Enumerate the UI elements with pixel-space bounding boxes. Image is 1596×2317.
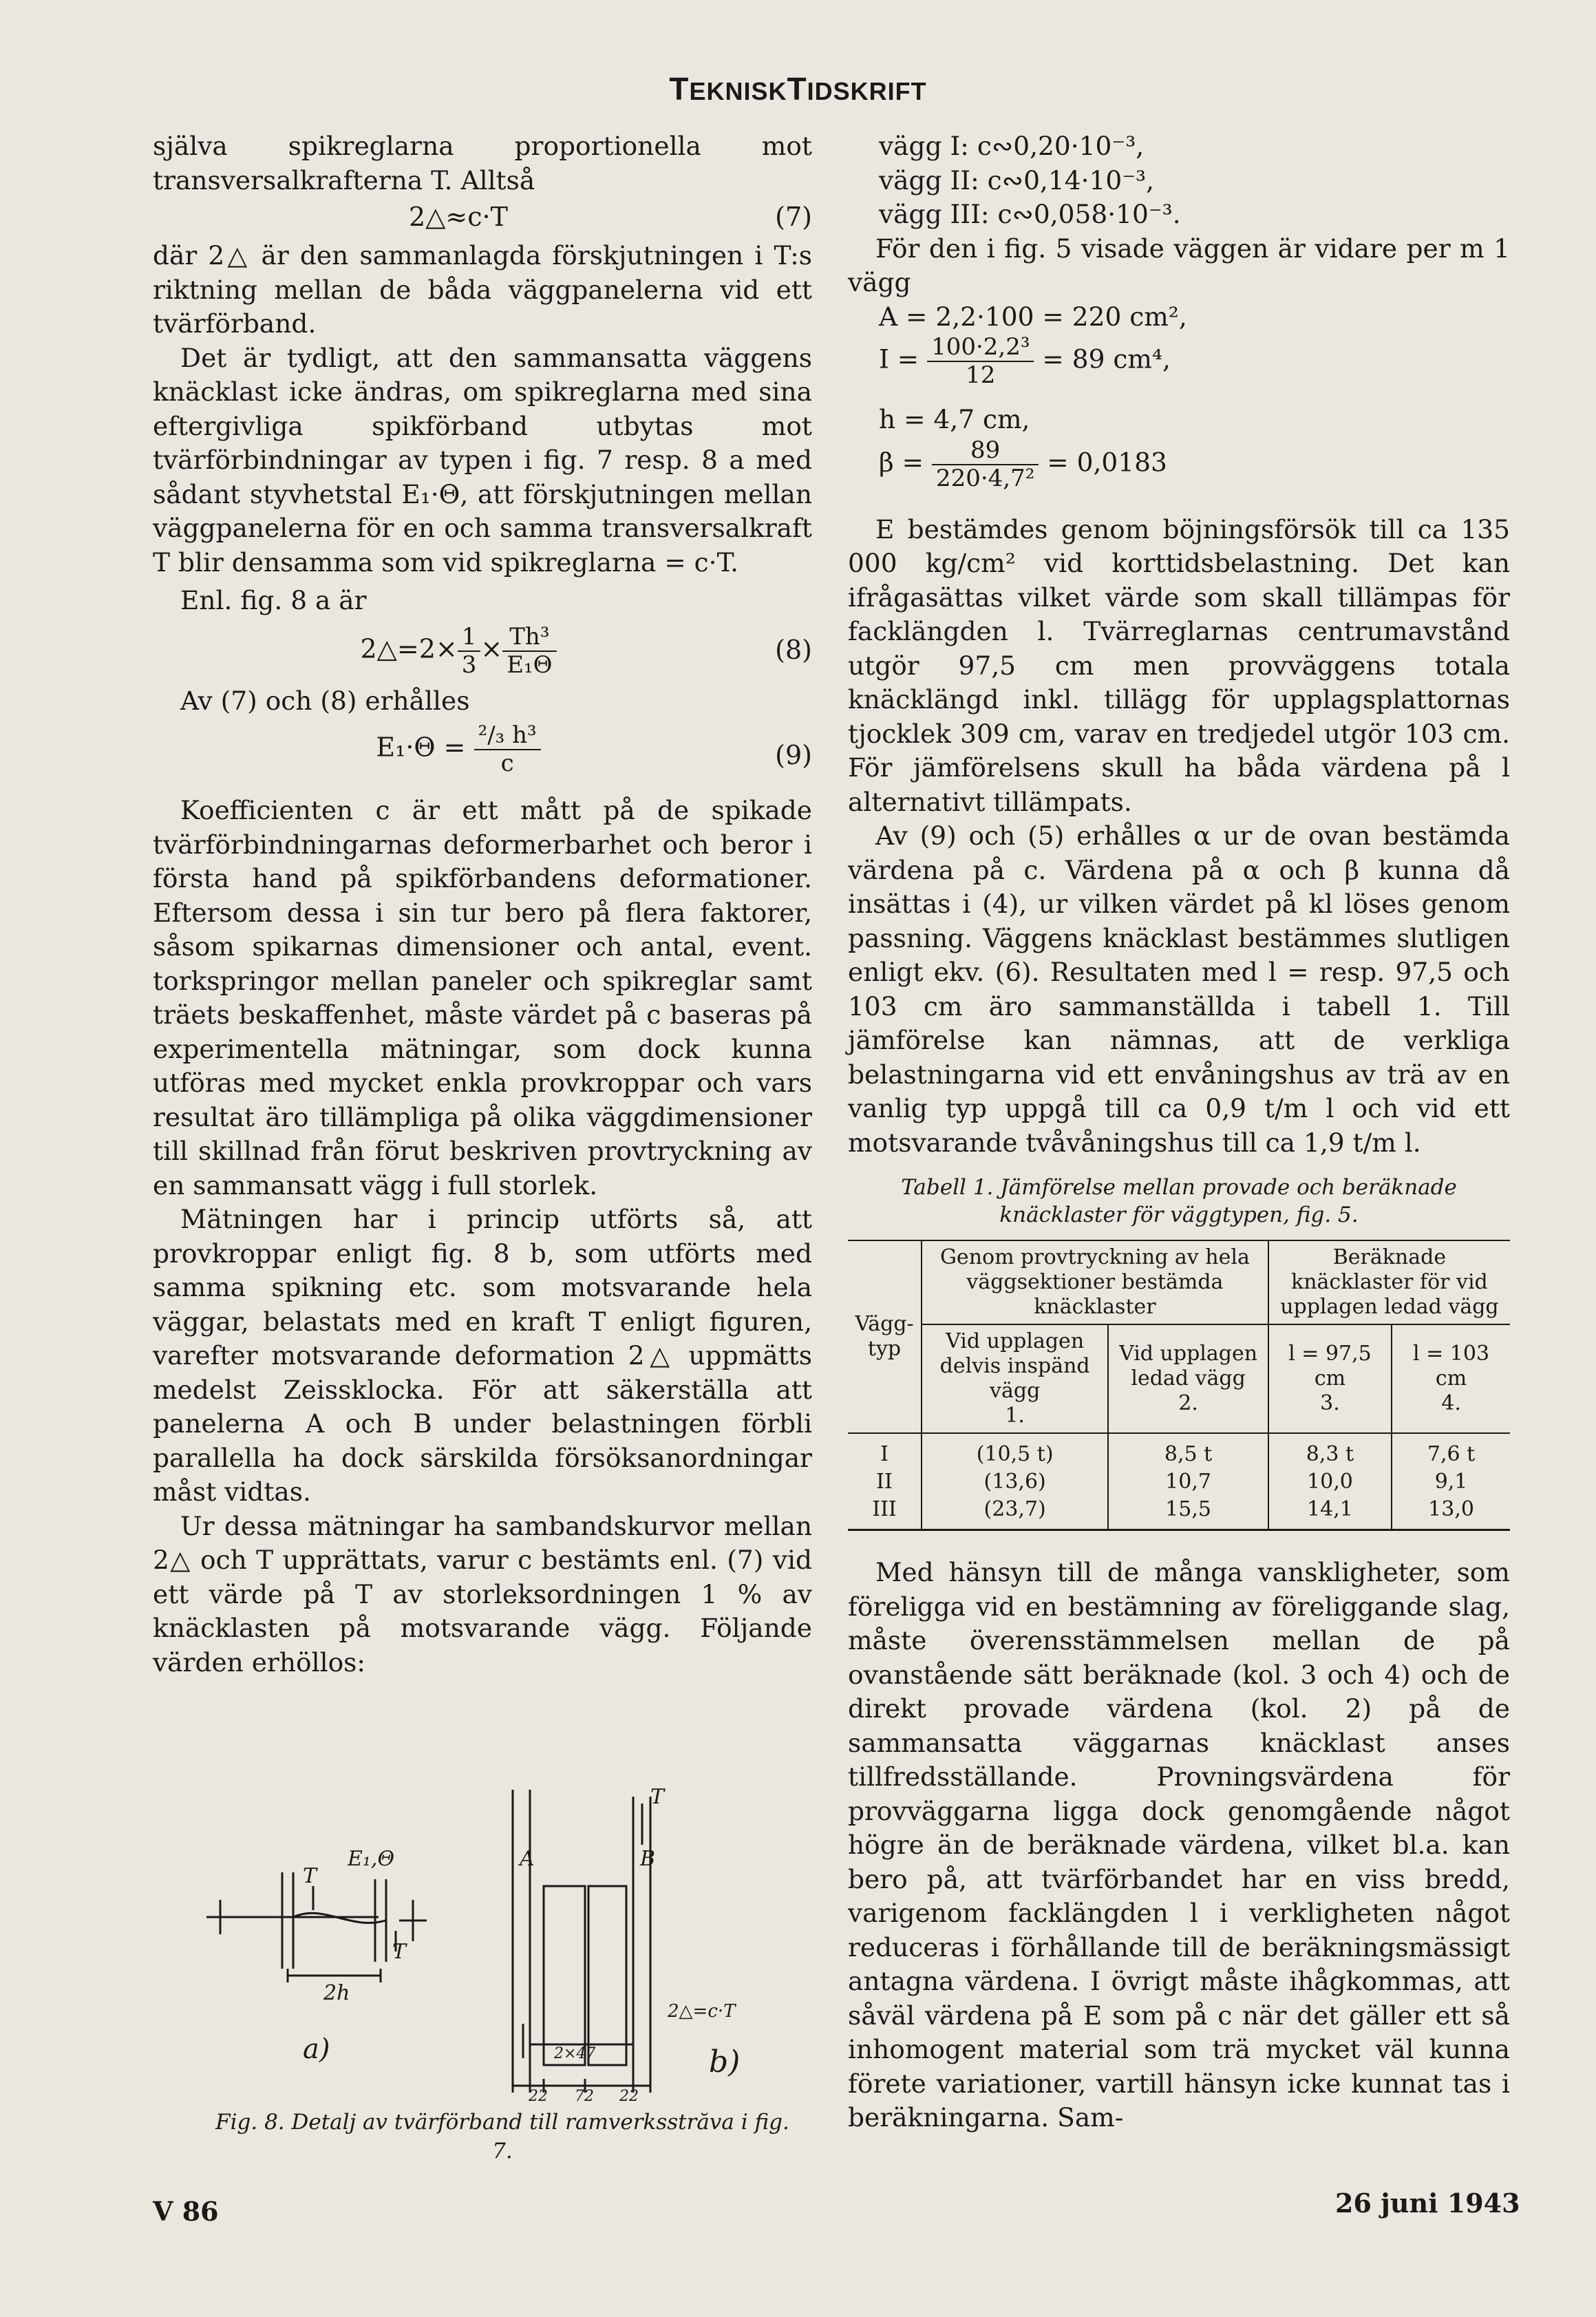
figure-caption: Fig. 8. Detalj av tvärförband till ramverksstrăva i fig. 7. bbox=[215, 2110, 789, 2163]
left-column bbox=[153, 129, 812, 1680]
header-col3: l = 97,5 cm 3. bbox=[1268, 1324, 1392, 1433]
equation-8: 2△=2× $\frac{1}{3}$ × $\frac{\text{Th³}}{\text{E₁Θ}}$ (8) bbox=[360, 622, 812, 679]
label-22b: 22 bbox=[619, 2088, 639, 2105]
formula-h: h = 4,7 cm, bbox=[879, 404, 1030, 434]
figure-8 bbox=[200, 1783, 819, 2106]
paragraph: E bestämdes genom böjningsförsök till ca 135 000 kg/cm² vid korttidsbelastning. Det kan ifrågasättas vilket värde som skall tillämpas för facklängden l. Tvärreglarnas centrumavstånd utgör 97,5 cm men provväggens totala knäcklängd inkl. tillägg för upplagsplattornas tjocklek 309 cm, varav en tredjedel utgör 103 cm. För jämförelsens skull ha båda värdena på l alternativt tillämpats. bbox=[848, 514, 1510, 817]
label-T-top: T bbox=[650, 1785, 665, 1809]
label-T1: T bbox=[303, 1864, 317, 1888]
equation-9: E₁·Θ = $\frac{\text{²/₃ h³}}{c}$ (9) bbox=[376, 721, 812, 778]
table-1 bbox=[848, 1240, 1510, 1531]
header-vaggtyp: Vägg-typ bbox=[848, 1240, 922, 1433]
paragraph: För den i fig. 5 visade väggen är vidare per m 1 vägg bbox=[848, 233, 1510, 297]
paragraph: där 2△ är den sammanlagda förskjutningen i T:s riktning mellan de båda väggpanelerna vid ett tvärförband. bbox=[153, 240, 812, 339]
paragraph: Mätningen har i princip utförts så, att provkroppar enligt fig. 8 b, som utförts med samma spikning etc. som motsvarande hela väggar, belastats med en kraft T enligt figuren, varefter motsvarande deformation 2△ uppmätts medelst Zeissklocka. För att säkerställa att panelerna A och B under belastningen förbli parallella ha dock särskilda försöksanordningar måst vidtas. bbox=[153, 1204, 812, 1507]
label-A: A bbox=[520, 1847, 535, 1871]
paragraph: Enl. fig. 8 a är bbox=[180, 585, 367, 615]
label-22a: 22 bbox=[529, 2088, 548, 2105]
header-col2: Vid upplagen ledad vägg 2. bbox=[1108, 1324, 1268, 1433]
table-row: II (13,6) 10,7 10,0 9,1 bbox=[848, 1468, 1510, 1496]
header-genom: Genom provtryckning av hela väggsektioner bestämda knäcklaster bbox=[922, 1240, 1268, 1324]
paragraph: själva spikreglarna proportionella mot transversalkrafterna T. Alltså bbox=[153, 131, 812, 195]
label-2h: 2h bbox=[323, 1981, 350, 2005]
right-column bbox=[848, 129, 1510, 2135]
label-a: a) bbox=[303, 2033, 330, 2065]
label-b: b) bbox=[709, 2044, 741, 2080]
paragraph: Av (9) och (5) erhålles α ur de ovan bestämda värdena på c. Värdena på α och β kunna då insättas i (4), ur vilken värdet på kl löses genom passning. Väggens knäcklast bestämmes slutligen enligt ekv. (6). Resultaten med l = resp. 97,5 och 103 cm äro sammanställda i tabell 1. Till jämförelse kan nämnas, att de verkliga belastningarna vid ett envåningshus av trä av en vanlig typ uppgå till ca 0,9 t/m l och vid ett motsvarande tvåvåningshus till ca 1,9 t/m l. bbox=[848, 821, 1510, 1158]
paragraph: Ur dessa mätningar ha sambandskurvor mellan 2△ och T upprättats, varur c bestämts enl. (7) vid ett värde på T av storleksordningen 1 % av knäcklasten på motsvarande vägg. Följande värden erhöllos: bbox=[153, 1510, 812, 1678]
formula-I: I = $\frac{\text{100·2,2³}}{12}$ = 89 cm⁴, bbox=[879, 333, 1171, 390]
issue-date: 26 juni 1943 bbox=[1335, 2188, 1520, 2219]
label-E1-theta: E₁,Θ bbox=[348, 1847, 395, 1871]
paragraph: Med hänsyn till de många vanskligheter, som föreligga vid en bestämning av föreliggande slag, måste överensstämmelsen mellan de på ovanstående sätt beräknade (kol. 3 och 4) och de direkt provade värdena (kol. 2) på de sammansatta väggarnas knäcklast anses tillfredsställande. Provningsvärdena för provväggarna ligga dock genomgående något högre än de beräknade värdena, vilket bl.a. kan bero på, att tvärförbandet har en viss bredd, varigenom facklängden l i verkligheten något reduceras i förhållande till de beräkningsmässigt antagna värdena. I övrigt måste ihågkommas, att såväl värdena på E som på c när det gäller ett så inhomogent material som trä mycket väl kunna förete variationer, vartill hänsyn icke kunnat tas i beräkningarna. Sam- bbox=[848, 1557, 1510, 2133]
label-2delta: 2△=c·T bbox=[668, 2001, 736, 2022]
header-beraknade: Beräknade knäcklaster för vid upplagen ledad vägg bbox=[1268, 1240, 1510, 1324]
header-col1: Vid upplagen delvis inspänd vägg 1. bbox=[922, 1324, 1108, 1433]
label-72: 72 bbox=[575, 2088, 594, 2105]
paragraph: Det är tydligt, att den sammansatta väggens knäcklast icke ändras, om spikreglarna med sina eftergivliga spikförband utbytas mot tvärförbindningar av typen i fig. 7 resp. 8 a med sådant styvhetstal E₁·Θ, att förskjutningen mellan väggpanelerna för en och samma transversalkraft T blir densamma som vid spikreglarna = c·T. bbox=[153, 342, 812, 578]
label-B: B bbox=[640, 1847, 656, 1871]
table-row: III (23,7) 15,5 14,1 13,0 bbox=[848, 1496, 1510, 1530]
formula-A: A = 2,2·100 = 220 cm², bbox=[879, 301, 1187, 332]
paragraph: Av (7) och (8) erhålles bbox=[180, 685, 470, 716]
table-row: I (10,5 t) 8,5 t 8,3 t 7,6 t bbox=[848, 1433, 1510, 1468]
running-header: TEKNISKTIDSKRIFT bbox=[669, 71, 927, 107]
paragraph: Koefficienten c är ett mått på de spikade tvärförbindningarnas deformerbarhet och beror i första hand på spikförbandens deformationer. Eftersom dessa i sin tur bero på flera faktorer, såsom spikarnas dimensioner och antal, event. torkspringor mellan paneler och spikreglar samt träets beskaffenhet, måste värdet på c baseras på experimentella mätningar, som dock kunna utföras med mycket enkla provkroppar och vars resultat äro tillämpliga på olika väggdimensioner till skillnad från förut beskriven provtryckning av en sammansatt vägg i full storlek. bbox=[153, 795, 812, 1200]
equation-7: 2△≈c·T (7) bbox=[409, 202, 812, 232]
table-caption: Tabell 1. Jämförelse mellan provade och beräknade knäcklaster för väggtypen, fig. 5. bbox=[901, 1175, 1457, 1227]
label-T2: T bbox=[392, 1940, 407, 1964]
header-col4: l = 103 cm 4. bbox=[1392, 1324, 1510, 1433]
wall-values: vägg I: c∾0,20·10⁻³, vägg II: c∾0,14·10⁻³, vägg III: c∾0,058·10⁻³. bbox=[879, 131, 1181, 229]
formula-beta: β = $\frac{89}{\text{220·4,7²}}$ = 0,0183 bbox=[879, 436, 1167, 492]
page-number: V 86 bbox=[153, 2196, 219, 2227]
label-2x47: 2×47 bbox=[554, 2045, 596, 2062]
